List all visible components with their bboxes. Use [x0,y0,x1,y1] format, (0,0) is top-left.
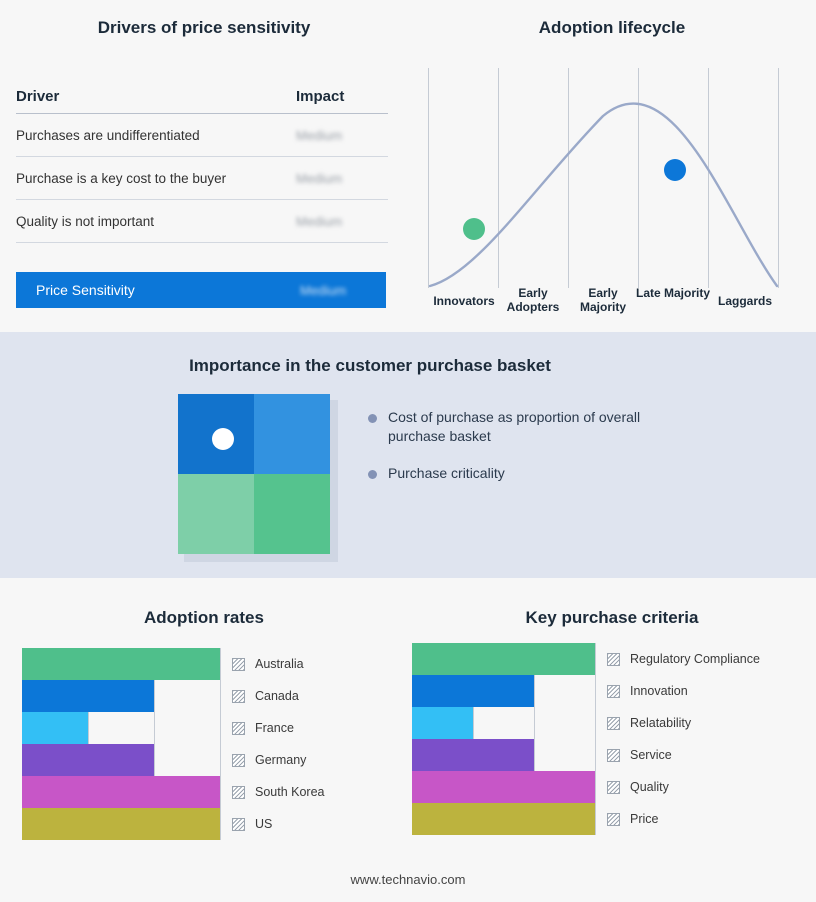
column-header-driver: Driver [16,88,60,105]
hatch-swatch-icon [607,685,620,698]
purchase-criteria-labels [607,643,812,835]
purchase-criteria-bars [412,643,597,851]
bar-category-text: Service [630,748,672,762]
hatch-swatch-icon [607,781,620,794]
bar-row [22,712,222,744]
hatch-swatch-icon [607,717,620,730]
driver-impact: Medium [296,170,343,186]
legend-label: Cost of purchase as proportion of overall purchase basket [388,409,641,444]
hatch-swatch-icon [232,754,245,767]
hatch-swatch-icon [232,658,245,671]
list-item [368,408,698,446]
adoption-rates-title: Adoption rates [144,608,264,627]
lifecycle-marker-innovators [463,218,485,240]
lifecycle-stage-innovators: Innovators [433,294,495,308]
hatch-swatch-icon [232,722,245,735]
bar-row [22,776,222,808]
adoption-rates-bars [22,648,222,856]
purchase-basket-title: Importance in the customer purchase basket [189,356,551,375]
bar-category-text: France [255,721,294,735]
bar-row [22,808,222,840]
driver-impact: Medium [296,127,343,143]
lifecycle-title: Adoption lifecycle [538,18,686,37]
hatch-swatch-icon [607,653,620,666]
quadrant-matrix [178,394,338,562]
drivers-table [16,88,388,243]
bar-fill [22,808,220,840]
quadrant-top-right [254,394,330,474]
table-row [16,157,388,200]
bar-row [22,680,222,712]
table-row [16,114,388,157]
bar-category-text: Relatability [630,716,692,730]
lifecycle-chart [428,68,800,313]
bar-fill [22,712,88,744]
hatch-swatch-icon [607,749,620,762]
price-sensitivity-summary [16,272,386,308]
bar-fill [412,675,534,707]
bar-row [22,648,222,680]
bar-category-label [232,744,402,776]
bar-row [412,739,597,771]
bar-row [22,744,222,776]
driver-name: Quality is not important [16,213,155,229]
hatch-swatch-icon [232,818,245,831]
lifecycle-panel [408,0,816,332]
bar-category-text: US [255,817,273,831]
hatch-swatch-icon [607,813,620,826]
bar-fill [412,771,595,803]
bar-fill [22,680,154,712]
purchase-basket-legend [368,408,698,501]
driver-name: Purchases are undifferentiated [16,127,200,143]
list-item [368,464,698,483]
driver-impact: Medium [296,213,343,229]
bar-category-label [232,680,402,712]
bar-category-text: Quality [630,780,669,794]
bar-category-label [607,643,812,675]
table-row [16,200,388,243]
lifecycle-stage-early-adopters: Early Adopters [506,286,560,314]
bar-category-label [607,739,812,771]
bar-category-label [607,675,812,707]
bar-fill [412,803,595,835]
bar-category-label [232,808,402,840]
quadrant-bottom-left [178,474,254,554]
bar-category-text: Regulatory Compliance [630,652,760,666]
lifecycle-stage-labels [428,282,800,324]
bar-category-text: Australia [255,657,304,671]
purchase-basket-panel [0,332,816,578]
quadrant-bottom-right [254,474,330,554]
bar-category-label [607,707,812,739]
drivers-panel [0,0,408,332]
bar-category-label [232,712,402,744]
bar-row [412,643,597,675]
bar-category-label [607,771,812,803]
lifecycle-stage-early-majority: Early Majority [579,286,626,314]
bar-category-label [607,803,812,835]
bar-fill [412,643,595,675]
bar-category-label [232,648,402,680]
bullet-icon [368,414,377,423]
quadrant-position-dot [212,428,234,450]
bullet-icon [368,470,377,479]
quadrant-grid [178,394,330,554]
bar-fill [412,739,534,771]
adoption-rates-labels [232,648,402,840]
hatch-swatch-icon [232,690,245,703]
drivers-title: Drivers of price sensitivity [97,18,311,37]
bar-fill [412,707,473,739]
bar-row [412,707,597,739]
bar-category-label [232,776,402,808]
bar-fill [22,776,220,808]
lifecycle-marker-late-majority [664,159,686,181]
bar-row [412,675,597,707]
footer-url: www.technavio.com [350,872,466,887]
price-sensitivity-label: Price Sensitivity [36,282,135,298]
bar-row [412,771,597,803]
legend-label: Purchase criticality [388,465,505,481]
hatch-swatch-icon [232,786,245,799]
lifecycle-stage-laggards: Laggards [717,294,772,308]
bar-category-text: Innovation [630,684,688,698]
bar-category-text: Canada [255,689,299,703]
bar-fill [22,648,220,680]
price-sensitivity-value: Medium [300,282,347,298]
purchase-criteria-panel [408,578,816,902]
purchase-criteria-title: Key purchase criteria [525,608,699,627]
bar-category-text: Germany [255,753,307,767]
column-header-impact: Impact [296,88,345,105]
adoption-rates-panel [0,578,408,902]
bar-category-text: Price [630,812,659,826]
bar-category-text: South Korea [255,785,325,799]
lifecycle-stage-late-majority: Late Majority [635,286,710,300]
driver-name: Purchase is a key cost to the buyer [16,170,227,186]
drivers-table-header [16,88,388,114]
bar-row [412,803,597,835]
bar-fill [22,744,154,776]
